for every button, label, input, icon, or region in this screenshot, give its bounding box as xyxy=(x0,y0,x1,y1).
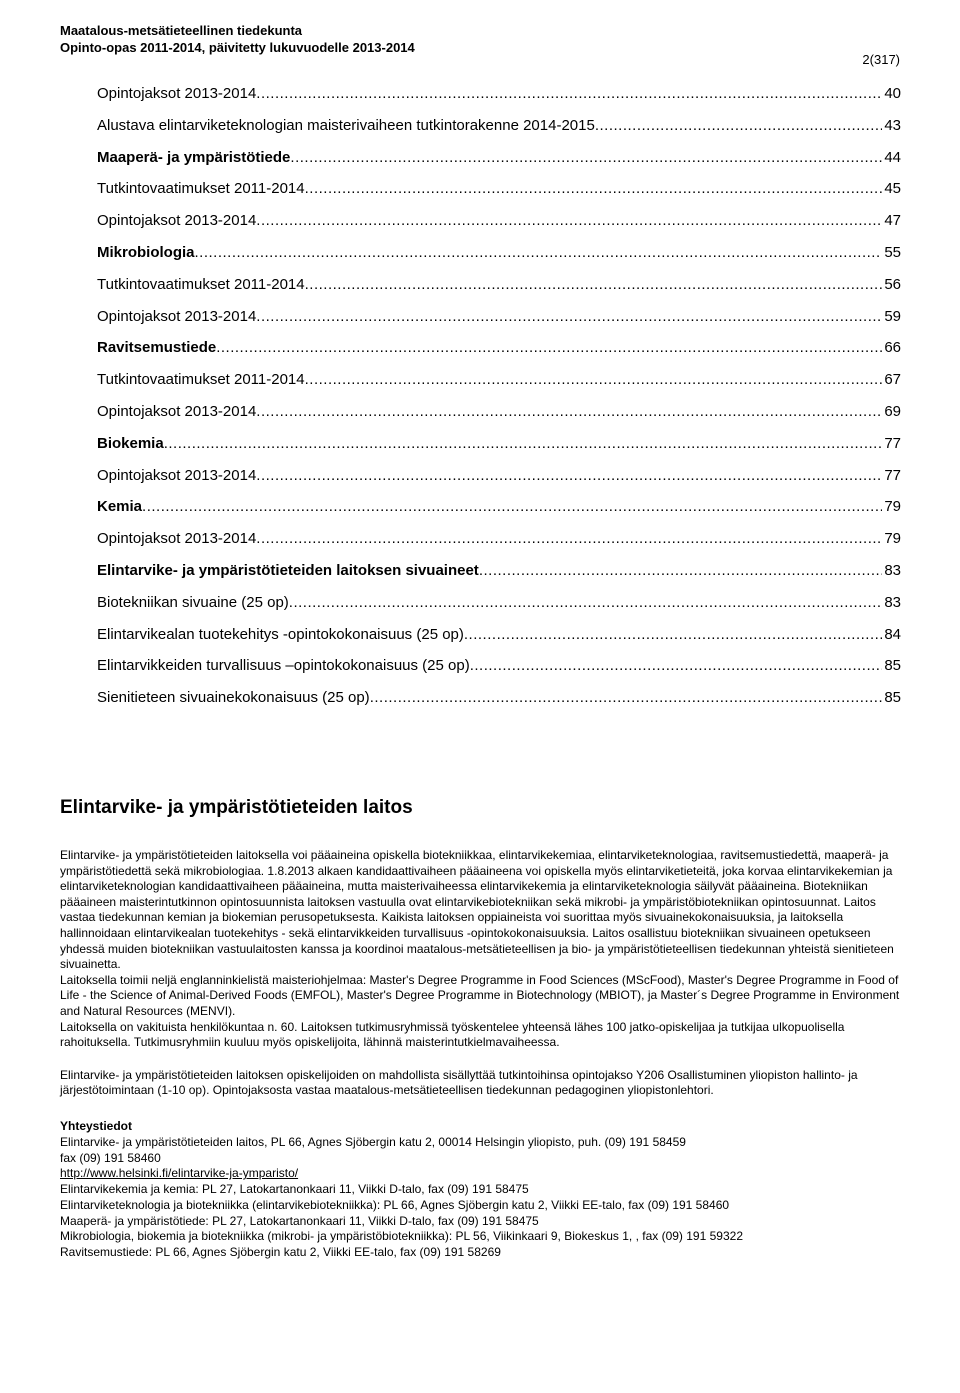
toc-leader-dots xyxy=(464,625,882,645)
toc-leader-dots xyxy=(305,275,883,295)
toc-leader-dots xyxy=(164,434,883,454)
toc-entry[interactable] xyxy=(97,179,901,211)
toc-entry-title: Biokemia xyxy=(97,434,164,452)
toc-entry[interactable] xyxy=(97,656,901,688)
toc-entry-page: 77 xyxy=(884,434,901,452)
toc-leader-dots xyxy=(256,402,882,422)
toc-entry[interactable] xyxy=(97,466,901,498)
contact-info xyxy=(60,1119,905,1261)
toc-entry[interactable] xyxy=(97,434,901,466)
toc-entry-title: Tutkintovaatimukset 2011-2014 xyxy=(97,275,305,293)
toc-entry[interactable] xyxy=(97,338,901,370)
contact-nutrition: Ravitsemustiede: PL 66, Agnes Sjöbergin katu 2, Viikki EE-talo, fax (09) 191 58269 xyxy=(60,1245,501,1260)
toc-leader-dots xyxy=(289,593,883,613)
toc-entry-title: Elintarvikealan tuotekehitys -opintokokonaisuus (25 op) xyxy=(97,625,464,643)
toc-entry[interactable] xyxy=(97,84,901,116)
toc-entry-title: Kemia xyxy=(97,498,143,516)
toc-entry-page: 79 xyxy=(884,530,901,548)
toc-entry-title: Elintarvike- ja ympäristötieteiden laitoksen sivuaineet xyxy=(97,561,479,579)
intro-paragraph: Elintarvike- ja ympäristötieteiden laitoksella voi pääaineina opiskella biotekniikkaa, elintarvikekemiaa, elintarviketeknologiaa, ravitsemustiedettä, maaperä- ja ympäristötiedettä sekä mikrobiologiaa. 1.8.2013 alkaen kandidaattivaiheen pääaineena voi opiskella myös elintarviketieteitä, joka korvaa elintarvikekemian ja elintarviketeknologian kandidaattivaiheen pääaineina, mutta maisterivaiheessa elintarvikekemia ja elintarviketeknologia säilyvät pääaineina. Biotekniikan pääaineen maisterintutkinnon opintosuunnista laitoksen vastuulla ovat elintarvikebiotekniikan sekä mikrobi- ja ympäristöbiotekniikan opintosuunnat. Laitos vastaa tiedekunnan kemian ja biokemian perusopetuksesta. Kaikista laitoksen oppiaineista voi suorittaa myös sivuainekokonaisuuksia, ja laitoksella hallinnoidaan elintarvikealan tuotekehitys - sekä elintarvikkeiden turvallisuus -opintokokonaisuuksia. Laitos osallistuu biotekniikan sivuaineen opetukseen yhdessä muiden biotekniikan vastuulaitosten kanssa ja koordinoi maatalous-metsätieteellisen ja bio- ja ympäristötieteellisen tiedekunnan yhteistä sienitieteen sivuainetta. xyxy=(60,848,894,972)
toc-entry-page: 83 xyxy=(884,593,901,611)
toc-entry-title: Biotekniikan sivuaine (25 op) xyxy=(97,593,289,611)
toc-entry[interactable] xyxy=(97,275,901,307)
contact-microbiology: Mikrobiologia, biokemia ja biotekniikka (mikrobi- ja ympäristöbiotekniikka): PL 56, Viikinkaari 9, Biokeskus 1, , fax (09) 191 59322 xyxy=(60,1229,743,1244)
toc-leader-dots xyxy=(470,656,883,676)
toc-entry-title: Mikrobiologia xyxy=(97,243,195,261)
contact-soil-science: Maaperä- ja ympäristötiede: PL 27, Latokartanonkaari 11, Viikki D-talo, fax (09) 191 58475 xyxy=(60,1213,539,1228)
page-number: 2(317) xyxy=(862,52,900,67)
department-section xyxy=(60,796,905,1261)
contacts-title: Yhteystiedot xyxy=(60,1118,133,1133)
toc-leader-dots xyxy=(256,529,882,549)
toc-entry-title: Alustava elintarviketeknologian maisterivaiheen tutkintorakenne 2014-2015 xyxy=(97,116,595,134)
faculty-name: Maatalous-metsätieteellinen tiedekunta xyxy=(60,23,303,38)
toc-leader-dots xyxy=(256,84,882,104)
toc-entry-page: 47 xyxy=(884,212,901,230)
toc-entry-page: 77 xyxy=(884,466,901,484)
toc-entry-page: 85 xyxy=(884,689,901,707)
toc-entry-title: Maaperä- ja ympäristötiede xyxy=(97,148,291,166)
toc-entry-page: 83 xyxy=(884,561,901,579)
toc-entry-title: Opintojaksot 2013-2014 xyxy=(97,402,257,420)
toc-entry[interactable] xyxy=(97,116,901,148)
toc-entry-page: 44 xyxy=(884,148,901,166)
toc-leader-dots xyxy=(479,561,883,581)
contact-fax: fax (09) 191 58460 xyxy=(60,1150,161,1165)
toc-entry-title: Tutkintovaatimukset 2011-2014 xyxy=(97,371,305,389)
toc-entry[interactable] xyxy=(97,561,901,593)
table-of-contents xyxy=(97,84,901,720)
toc-entry[interactable] xyxy=(97,211,901,243)
toc-leader-dots xyxy=(256,307,882,327)
toc-entry-page: 79 xyxy=(884,498,901,516)
toc-entry-page: 59 xyxy=(884,307,901,325)
section-title: Elintarvike- ja ympäristötieteiden laitos xyxy=(60,797,413,818)
toc-leader-dots xyxy=(142,497,882,517)
toc-entry[interactable] xyxy=(97,370,901,402)
toc-entry-page: 69 xyxy=(884,402,901,420)
toc-entry[interactable] xyxy=(97,688,901,720)
toc-entry-title: Opintojaksot 2013-2014 xyxy=(97,530,257,548)
toc-leader-dots xyxy=(595,116,883,136)
guide-title: Opinto-opas 2011-2014, päivitetty lukuvuodelle 2013-2014 xyxy=(60,40,415,55)
toc-entry[interactable] xyxy=(97,402,901,434)
toc-entry[interactable] xyxy=(97,243,901,275)
course-paragraph: Elintarvike- ja ympäristötieteiden laitoksen opiskelijoiden on mahdollista sisällyttää tutkintoihinsa opintojakso Y206 Osallistuminen yliopiston hallinto- ja järjestötoimintaan (1-10 op). Opintojaksosta vastaa maatalous-metsätieteellisen tiedekunnan pedagoginen yliopistonlehtori. xyxy=(60,1067,858,1098)
running-header xyxy=(60,22,415,56)
contact-chemistry: Elintarvikekemia ja kemia: PL 27, Latokartanonkaari 11, Viikki D-talo, fax (09) 191 58475 xyxy=(60,1182,529,1197)
toc-entry-page: 40 xyxy=(884,85,901,102)
toc-entry[interactable] xyxy=(97,529,901,561)
toc-entry-page: 84 xyxy=(884,625,901,643)
toc-entry[interactable] xyxy=(97,497,901,529)
toc-entry-title: Tutkintovaatimukset 2011-2014 xyxy=(97,180,305,198)
toc-leader-dots xyxy=(216,338,882,358)
contact-food-technology: Elintarviketeknologia ja biotekniikka (elintarvikebiotekniikka): PL 66, Agnes Sjöbergin katu 2, Viikki EE-talo, fax (09) 191 58460 xyxy=(60,1197,730,1212)
toc-entry-page: 43 xyxy=(884,116,901,134)
toc-entry-title: Elintarvikkeiden turvallisuus –opintokokonaisuus (25 op) xyxy=(97,657,470,675)
toc-entry[interactable] xyxy=(97,625,901,657)
toc-entry-page: 45 xyxy=(884,180,901,198)
staff-paragraph: Laitoksella on vakituista henkilökuntaa n. 60. Laitoksen tutkimusryhmissä työskentelee yhteensä lähes 100 jatko-opiskelijaa ja tutkijaa ulkopuolisella rahoituksella. Tutkimusryhmiin kuuluu myös opiskelijoita, lähinnä maisterintutkielmavaiheessa. xyxy=(60,1019,845,1050)
contact-address: Elintarvike- ja ympäristötieteiden laitos, PL 66, Agnes Sjöbergin katu 2, 00014 Helsingin yliopisto, puh. (09) 191 58459 xyxy=(60,1134,686,1149)
toc-entry-page: 55 xyxy=(884,243,901,261)
toc-leader-dots xyxy=(370,688,883,708)
toc-entry[interactable] xyxy=(97,593,901,625)
toc-leader-dots xyxy=(195,243,883,263)
toc-leader-dots xyxy=(256,211,882,231)
programmes-paragraph: Laitoksella toimii neljä englanninkielistä maisteriohjelmaa: Master's Degree Programme in Food Sciences (MScFood), Master's Degree Programme in Food of Life - the Science of Animal-Derived Foods (EMFOL), Master's Degree Programme in Biotechnology (MBIOT), ja Master´s Degree Programme in Environment and Natural Resources (MENVI). xyxy=(60,972,900,1018)
website-link[interactable]: http://www.helsinki.fi/elintarvike-ja-ymparisto/ xyxy=(60,1166,299,1181)
toc-entry-title: Ravitsemustiede xyxy=(97,339,217,357)
toc-entry[interactable] xyxy=(97,307,901,339)
toc-leader-dots xyxy=(305,370,883,390)
toc-leader-dots xyxy=(305,179,883,199)
toc-entry-title: Opintojaksot 2013-2014 xyxy=(97,466,257,484)
toc-leader-dots xyxy=(290,148,882,168)
toc-entry-page: 66 xyxy=(884,339,901,357)
toc-entry-title: Opintojaksot 2013-2014 xyxy=(97,85,257,102)
toc-entry-title: Sienitieteen sivuainekokonaisuus (25 op) xyxy=(97,689,370,707)
toc-entry-title: Opintojaksot 2013-2014 xyxy=(97,212,257,230)
toc-entry[interactable] xyxy=(97,148,901,180)
toc-leader-dots xyxy=(256,466,882,486)
toc-entry-page: 67 xyxy=(884,371,901,389)
toc-entry-title: Opintojaksot 2013-2014 xyxy=(97,307,257,325)
toc-entry-page: 85 xyxy=(884,657,901,675)
toc-entry-page: 56 xyxy=(884,275,901,293)
